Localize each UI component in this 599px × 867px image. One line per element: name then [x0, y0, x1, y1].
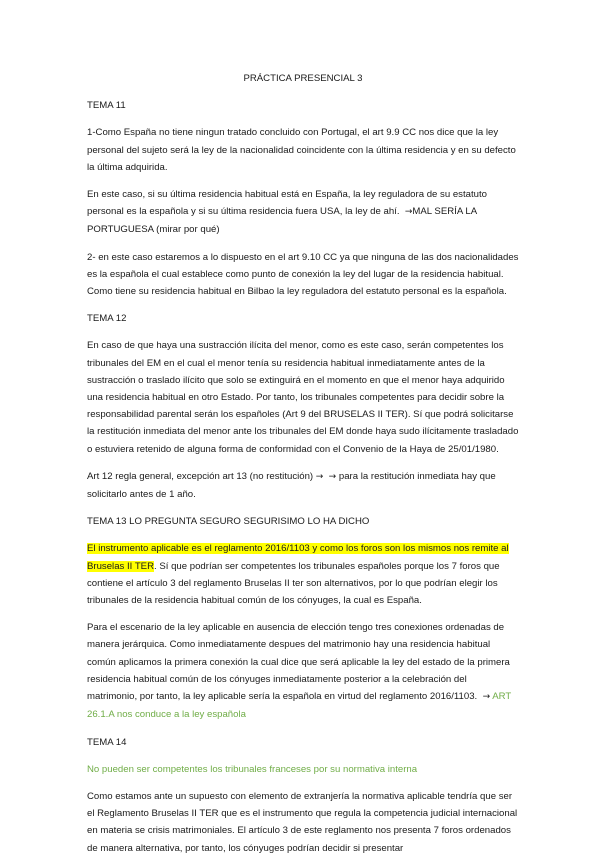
t11-paragraph-2: [87, 186, 519, 239]
arrow-icon: →: [328, 471, 337, 482]
heading-tema-12: TEMA 12: [87, 313, 127, 325]
t11-paragraph-3: 2- en este caso estaremos a lo dispuesto en el art 9.10 CC ya que ninguna de las dos nacionalidades es la española el cual establece como punto de conexión la ley del lugar de la residencia habitual. Como tiene su residencia habitual en Bilbao la ley reguladora del estatuto personal es la española.: [87, 251, 519, 298]
arrow-icon: →: [482, 692, 491, 703]
highlighted-text: El instrumento aplicable es el reglamento 2016/1103 y como los foros son los mismos nos remite al Bruselas II TER: [87, 543, 509, 572]
heading-tema-14: TEMA 14: [87, 736, 127, 748]
t14-green-note: No pueden ser competentes los tribunales franceses por su normativa interna: [87, 763, 418, 775]
t11-p2-text: En este caso, si su última residencia habitual está en España, la ley reguladora de su estatuto personal es la española y si su última residencia fuera USA, la ley de ahí.: [87, 189, 487, 218]
t12-paragraph-1: En caso de que haya una sustracción ilícita del menor, como es este caso, serán competentes los tribunales del EM en el cual el menor tenía su residencia habitual inmediatamente antes de la sustracción o traslado ilícito que solo se extinguirá en el momento en que el menor haya adquirido una residencia habitual en otro Estado. Por tanto, los tribunales competentes para decidir sobre la responsabilidad parental serán los españoles (Art 9 del BRUSELAS II TER). Sí que podrá solicitarse la restitución inmediata del menor ante los tribunales del EM donde haya sudo ilícitamente trasladado o estuviera retenido de alguna forma de conformidad con el Convenio de la Haya de 25/01/1980.: [87, 340, 519, 455]
t12-paragraph-2: [87, 468, 519, 503]
green-note: ART 26.1.A nos conduce a la ley española: [87, 691, 512, 721]
t13-paragraph-2: [87, 619, 519, 723]
arrow-icon: →: [315, 471, 324, 482]
t12-p2-text: Art 12 regla general, excepción art 13 (no restitución): [87, 470, 314, 482]
t11-p2-note: MAL SERÍA LA PORTUGUESA (mirar por qué): [87, 206, 477, 236]
t12-p2-tail: para la restitución inmediata hay que solicitarlo antes de 1 año.: [87, 470, 496, 501]
t13-paragraph-1: [87, 540, 519, 609]
t13-p1-rest: . Sí que podrían ser competentes los tribunales españoles porque los 7 foros que contiene el artículo 3 del reglamento Bruselas II ter son alternativos, por lo que podrían elegir los tribunales de la residencia habitual común de los cónyuges, la cual es España.: [87, 560, 500, 607]
heading-tema-13: TEMA 13 LO PREGUNTA SEGURO SEGURISIMO LO HA DICHO: [87, 516, 370, 528]
document-page: [87, 70, 519, 867]
t13-p2-text: Para el escenario de la ley aplicable en ausencia de elección tengo tres conexiones ordenadas de manera jerárquica. Como inmediatamente despues del matrimonio hay una residencia habitual común aplicamos la primera conexión la cual dice que será aplicable la ley del estado de la primera residencia habitual común de los cónyuges inmediatamente posterior a la celebración del matrimonio, por tanto, la ley aplicable sería la española en virtud del reglamento 2016/1103.: [87, 622, 510, 703]
arrow-icon: →: [404, 207, 413, 218]
t14-paragraph-1: Como estamos ante un supuesto con elemento de extranjería la normativa aplicable tendría que ser el Reglamento Bruselas II TER que es el instrumento que regula la competencia judicial internacional en materia se crisis matrimoniales. El artículo 3 de este reglamento nos presenta 7 foros ordenados de manera alternativa, por tanto, los cónyuges podrían decidir si presentar: [87, 790, 518, 854]
t11-paragraph-1: 1-Como España no tiene ningun tratado concluido con Portugal, el art 9.9 CC nos dice que la ley personal del sujeto será la ley de la nacionalidad coincidente con la última residencia y en su defecto la última adquirida.: [87, 127, 516, 173]
heading-tema-11: TEMA 11: [87, 100, 126, 112]
document-title: PRÁCTICA PRESENCIAL 3: [243, 73, 363, 84]
